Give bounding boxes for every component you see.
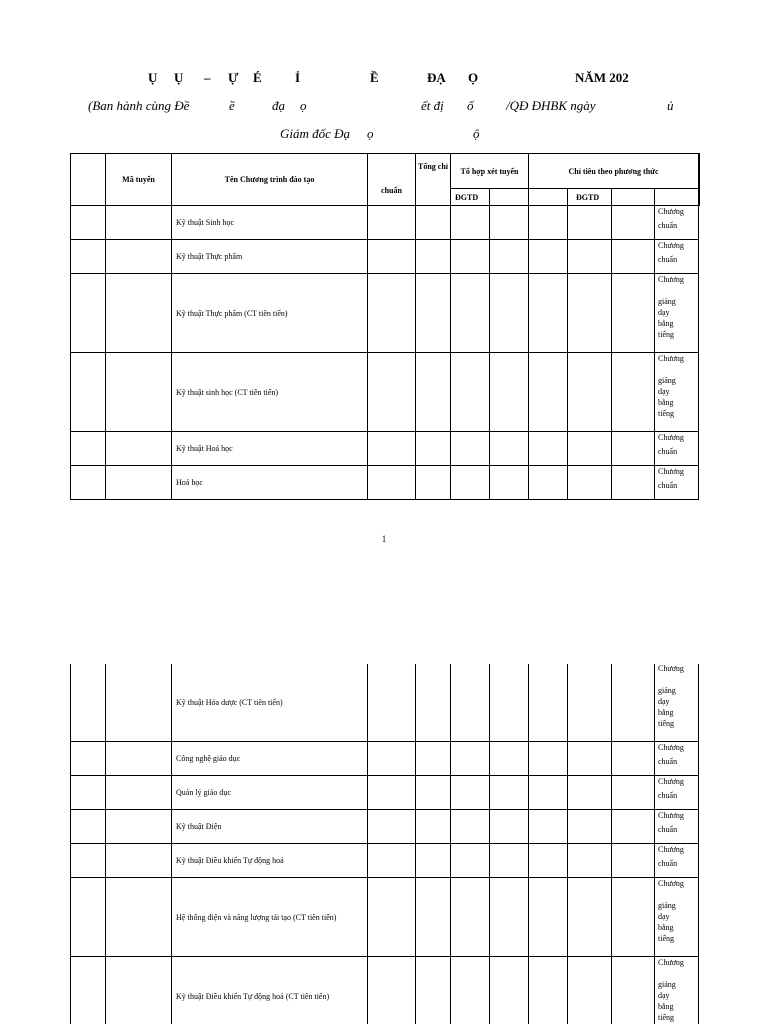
subtitle-fragment: ủ: [667, 98, 674, 113]
empty-cell: [106, 957, 172, 1024]
note-word: Chương: [658, 207, 684, 216]
empty-cell: [106, 810, 172, 844]
page-number: 1: [381, 534, 387, 544]
empty-cell: [451, 844, 490, 878]
empty-cell: [71, 878, 106, 957]
program-note-cell: [655, 432, 699, 466]
note-word: tiếng: [658, 1013, 674, 1022]
empty-cell: [368, 844, 416, 878]
empty-cell: [106, 466, 172, 500]
empty-cell: [451, 353, 490, 432]
table-body-page-1: [71, 206, 700, 500]
empty-cell: [529, 432, 568, 466]
header-blank: [655, 189, 699, 206]
empty-cell: [71, 776, 106, 810]
note-spacer: [658, 674, 698, 685]
empty-cell: [568, 240, 612, 274]
note-word: chuẩn: [658, 859, 678, 868]
subtitle-fragment: ọ: [300, 98, 307, 113]
empty-cell: [490, 353, 529, 432]
empty-cell: [71, 466, 106, 500]
note-spacer: [658, 968, 698, 979]
program-note-cell: [655, 742, 699, 776]
program-name-cell: Kỹ thuật Thực phẩm: [172, 240, 368, 274]
empty-cell: [529, 742, 568, 776]
note-word: chuẩn: [658, 255, 678, 264]
program-name-cell: Kỹ thuật Điều khiển Tự động hoá: [172, 844, 368, 878]
table-row: [71, 432, 700, 466]
empty-cell: [416, 742, 451, 776]
empty-cell: [368, 664, 416, 742]
table-row: [71, 664, 699, 742]
empty-cell: [612, 742, 655, 776]
empty-cell: [612, 353, 655, 432]
empty-cell: [368, 810, 416, 844]
subtitle-fragment: ố: [467, 98, 474, 113]
table-row: [71, 466, 700, 500]
empty-cell: [368, 353, 416, 432]
title-fragment: Ự: [228, 70, 239, 85]
empty-cell: [529, 353, 568, 432]
table-row: [71, 957, 699, 1024]
table-row: [71, 844, 699, 878]
empty-cell: [490, 810, 529, 844]
program-note-cell: [655, 353, 699, 432]
empty-cell: [451, 432, 490, 466]
empty-cell: [368, 957, 416, 1024]
empty-cell: [568, 742, 612, 776]
empty-cell: [612, 240, 655, 274]
empty-cell: [612, 206, 655, 240]
empty-cell: [71, 240, 106, 274]
empty-cell: [529, 844, 568, 878]
note-word: Chương: [658, 958, 684, 967]
header-to-hop: Tổ hợp xét tuyển: [451, 154, 529, 189]
empty-cell: [368, 274, 416, 353]
empty-cell: [490, 957, 529, 1024]
subtitle-fragment: ề: [229, 98, 235, 113]
program-name-cell: Công nghệ giáo dục: [172, 742, 368, 776]
program-name-cell: Kỹ thuật Sinh học: [172, 206, 368, 240]
empty-cell: [368, 466, 416, 500]
program-name-cell: Kỹ thuật Hoá học: [172, 432, 368, 466]
empty-cell: [529, 878, 568, 957]
empty-cell: [490, 466, 529, 500]
note-word: tiếng: [658, 330, 674, 339]
note-word: Chương: [658, 845, 684, 854]
program-note-cell: [655, 844, 699, 878]
header-dgtd: ĐGTD: [451, 189, 490, 206]
empty-cell: [416, 353, 451, 432]
empty-cell: [368, 206, 416, 240]
empty-cell: [416, 776, 451, 810]
empty-cell: [612, 664, 655, 742]
program-name-cell: Kỹ thuật Hóa dược (CT tiên tiến): [172, 664, 368, 742]
document-title: [0, 70, 768, 88]
table-row: [71, 810, 699, 844]
empty-cell: [106, 844, 172, 878]
subtitle-fragment: đạ: [272, 98, 285, 113]
note-word: Chương: [658, 354, 684, 363]
program-note-cell: [655, 206, 699, 240]
note-word: Chương: [658, 275, 684, 284]
empty-cell: [416, 240, 451, 274]
note-word: bằng: [658, 1002, 674, 1011]
empty-cell: [568, 776, 612, 810]
header-chuan: chuẩn: [368, 154, 416, 206]
program-name-cell: Hoá học: [172, 466, 368, 500]
empty-cell: [416, 810, 451, 844]
empty-cell: [490, 274, 529, 353]
header-ten-chuong-trinh: Tên Chương trình đào tạo: [172, 154, 368, 206]
empty-cell: [568, 664, 612, 742]
empty-cell: [451, 957, 490, 1024]
program-name-cell: Kỹ thuật Điện: [172, 810, 368, 844]
program-note-cell: [655, 664, 699, 742]
note-word: chuẩn: [658, 825, 678, 834]
empty-cell: [71, 206, 106, 240]
title-fragment: NĂM 202: [575, 70, 629, 85]
empty-cell: [416, 664, 451, 742]
empty-cell: [416, 274, 451, 353]
title-fragment: Ụ: [148, 70, 158, 85]
note-word: dạy: [658, 991, 670, 1000]
note-word: chuẩn: [658, 447, 678, 456]
subtitle-fragment: /QĐ ĐHBK ngày: [506, 98, 596, 113]
program-note-cell: [655, 776, 699, 810]
table-row: [71, 274, 700, 353]
note-word: giảng: [658, 980, 676, 989]
empty-cell: [529, 206, 568, 240]
empty-cell: [106, 776, 172, 810]
empty-cell: [416, 206, 451, 240]
program-note-cell: [655, 810, 699, 844]
note-word: chuẩn: [658, 221, 678, 230]
empty-cell: [612, 878, 655, 957]
empty-cell: [451, 776, 490, 810]
empty-cell: [529, 466, 568, 500]
empty-cell: [529, 664, 568, 742]
note-word: dạy: [658, 387, 670, 396]
empty-cell: [490, 776, 529, 810]
table-row: [71, 776, 699, 810]
note-word: dạy: [658, 912, 670, 921]
program-name-cell: Kỹ thuật Điều khiển Tự động hoá (CT tiên tiến): [172, 957, 368, 1024]
program-note-cell: [655, 466, 699, 500]
program-note-cell: [655, 240, 699, 274]
empty-cell: [368, 742, 416, 776]
empty-cell: [612, 432, 655, 466]
empty-cell: [612, 466, 655, 500]
program-name-cell: Quản lý giáo dục: [172, 776, 368, 810]
note-spacer: [658, 364, 698, 375]
empty-cell: [71, 844, 106, 878]
empty-cell: [106, 206, 172, 240]
program-name-cell: Kỹ thuật sinh học (CT tiên tiến): [172, 353, 368, 432]
empty-cell: [568, 844, 612, 878]
header-blank: [529, 189, 568, 206]
title-fragment: Ọ: [468, 70, 479, 85]
empty-cell: [612, 957, 655, 1024]
empty-cell: [490, 742, 529, 776]
header-dgtd: ĐGTD: [568, 189, 612, 206]
empty-cell: [416, 878, 451, 957]
empty-cell: [71, 957, 106, 1024]
note-word: tiếng: [658, 934, 674, 943]
title-fragment: Ề: [370, 70, 379, 85]
header-blank: [490, 189, 529, 206]
programs-table: [70, 153, 700, 500]
empty-cell: [106, 742, 172, 776]
note-word: Chương: [658, 664, 684, 673]
subtitle-fragment: (Ban hành cùng Đề: [88, 98, 190, 113]
header-chi-tieu: Chỉ tiêu theo phương thức: [529, 154, 699, 189]
empty-cell: [106, 664, 172, 742]
empty-cell: [612, 844, 655, 878]
note-word: bằng: [658, 319, 674, 328]
note-word: dạy: [658, 308, 670, 317]
note-word: Chương: [658, 777, 684, 786]
table-row: [71, 878, 699, 957]
title-fragment: É: [253, 70, 262, 85]
empty-cell: [568, 466, 612, 500]
note-word: chuẩn: [658, 481, 678, 490]
empty-cell: [368, 878, 416, 957]
empty-cell: [529, 240, 568, 274]
empty-cell: [451, 206, 490, 240]
empty-cell: [416, 957, 451, 1024]
subtitle-fragment: ộ: [473, 126, 480, 141]
empty-cell: [612, 776, 655, 810]
table-row: [71, 206, 700, 240]
empty-cell: [490, 664, 529, 742]
note-word: Chương: [658, 879, 684, 888]
empty-cell: [368, 240, 416, 274]
programs-table-continued: [70, 664, 699, 1024]
empty-cell: [451, 664, 490, 742]
empty-cell: [71, 353, 106, 432]
empty-cell: [568, 957, 612, 1024]
title-fragment: –: [204, 70, 211, 85]
empty-cell: [71, 742, 106, 776]
note-word: bằng: [658, 923, 674, 932]
empty-cell: [529, 810, 568, 844]
empty-cell: [451, 466, 490, 500]
note-word: chuẩn: [658, 757, 678, 766]
note-word: giảng: [658, 376, 676, 385]
page-gap: [0, 580, 768, 664]
table-row: [71, 353, 700, 432]
document-page-2: [0, 664, 768, 1024]
empty-cell: [451, 878, 490, 957]
title-fragment: ĐẠ: [427, 70, 446, 85]
empty-cell: [106, 274, 172, 353]
note-word: dạy: [658, 697, 670, 706]
empty-cell: [529, 957, 568, 1024]
note-word: chuẩn: [658, 791, 678, 800]
empty-cell: [416, 432, 451, 466]
empty-cell: [568, 353, 612, 432]
header-tong-chi: Tổng chỉ: [416, 154, 451, 206]
header-index: [71, 154, 106, 206]
empty-cell: [106, 432, 172, 466]
empty-cell: [568, 432, 612, 466]
note-word: Chương: [658, 743, 684, 752]
header-ma-tuyen: Mã tuyển: [106, 154, 172, 206]
empty-cell: [490, 878, 529, 957]
empty-cell: [490, 844, 529, 878]
title-fragment: Ỉ: [295, 70, 301, 85]
empty-cell: [106, 353, 172, 432]
empty-cell: [490, 240, 529, 274]
note-word: tiếng: [658, 409, 674, 418]
empty-cell: [416, 844, 451, 878]
note-spacer: [658, 285, 698, 296]
empty-cell: [416, 466, 451, 500]
subtitle-fragment: Giám đốc Đạ: [280, 126, 351, 141]
empty-cell: [568, 274, 612, 353]
note-word: giảng: [658, 686, 676, 695]
document-subtitle-line-2: [0, 126, 768, 144]
empty-cell: [368, 776, 416, 810]
note-word: Chương: [658, 467, 684, 476]
note-spacer: [658, 889, 698, 900]
empty-cell: [568, 810, 612, 844]
empty-cell: [106, 878, 172, 957]
empty-cell: [451, 810, 490, 844]
note-word: Chương: [658, 811, 684, 820]
program-note-cell: [655, 957, 699, 1024]
table-row: [71, 742, 699, 776]
program-name-cell: Hệ thống điện và năng lượng tái tạo (CT tiên tiến): [172, 878, 368, 957]
empty-cell: [612, 274, 655, 353]
note-word: giảng: [658, 901, 676, 910]
program-note-cell: [655, 274, 699, 353]
empty-cell: [612, 810, 655, 844]
empty-cell: [529, 776, 568, 810]
empty-cell: [490, 206, 529, 240]
note-word: bằng: [658, 708, 674, 717]
empty-cell: [490, 432, 529, 466]
note-word: bằng: [658, 398, 674, 407]
empty-cell: [368, 432, 416, 466]
empty-cell: [71, 274, 106, 353]
empty-cell: [529, 274, 568, 353]
note-word: giảng: [658, 297, 676, 306]
program-note-cell: [655, 878, 699, 957]
empty-cell: [568, 878, 612, 957]
empty-cell: [71, 432, 106, 466]
empty-cell: [568, 206, 612, 240]
program-name-cell: Kỹ thuật Thực phẩm (CT tiên tiến): [172, 274, 368, 353]
subtitle-fragment: ết đị: [421, 98, 444, 113]
empty-cell: [451, 274, 490, 353]
empty-cell: [106, 240, 172, 274]
empty-cell: [451, 240, 490, 274]
note-word: Chương: [658, 241, 684, 250]
empty-cell: [71, 664, 106, 742]
note-word: tiếng: [658, 719, 674, 728]
table-body-page-2: [71, 664, 699, 1024]
header-ghi-chu: [699, 154, 700, 206]
subtitle-fragment: ọ: [367, 126, 374, 141]
note-word: Chương: [658, 433, 684, 442]
table-row: [71, 240, 700, 274]
empty-cell: [451, 742, 490, 776]
title-fragment: Ụ: [174, 70, 184, 85]
document-subtitle-line-1: [0, 98, 768, 116]
empty-cell: [71, 810, 106, 844]
header-blank: [612, 189, 655, 206]
